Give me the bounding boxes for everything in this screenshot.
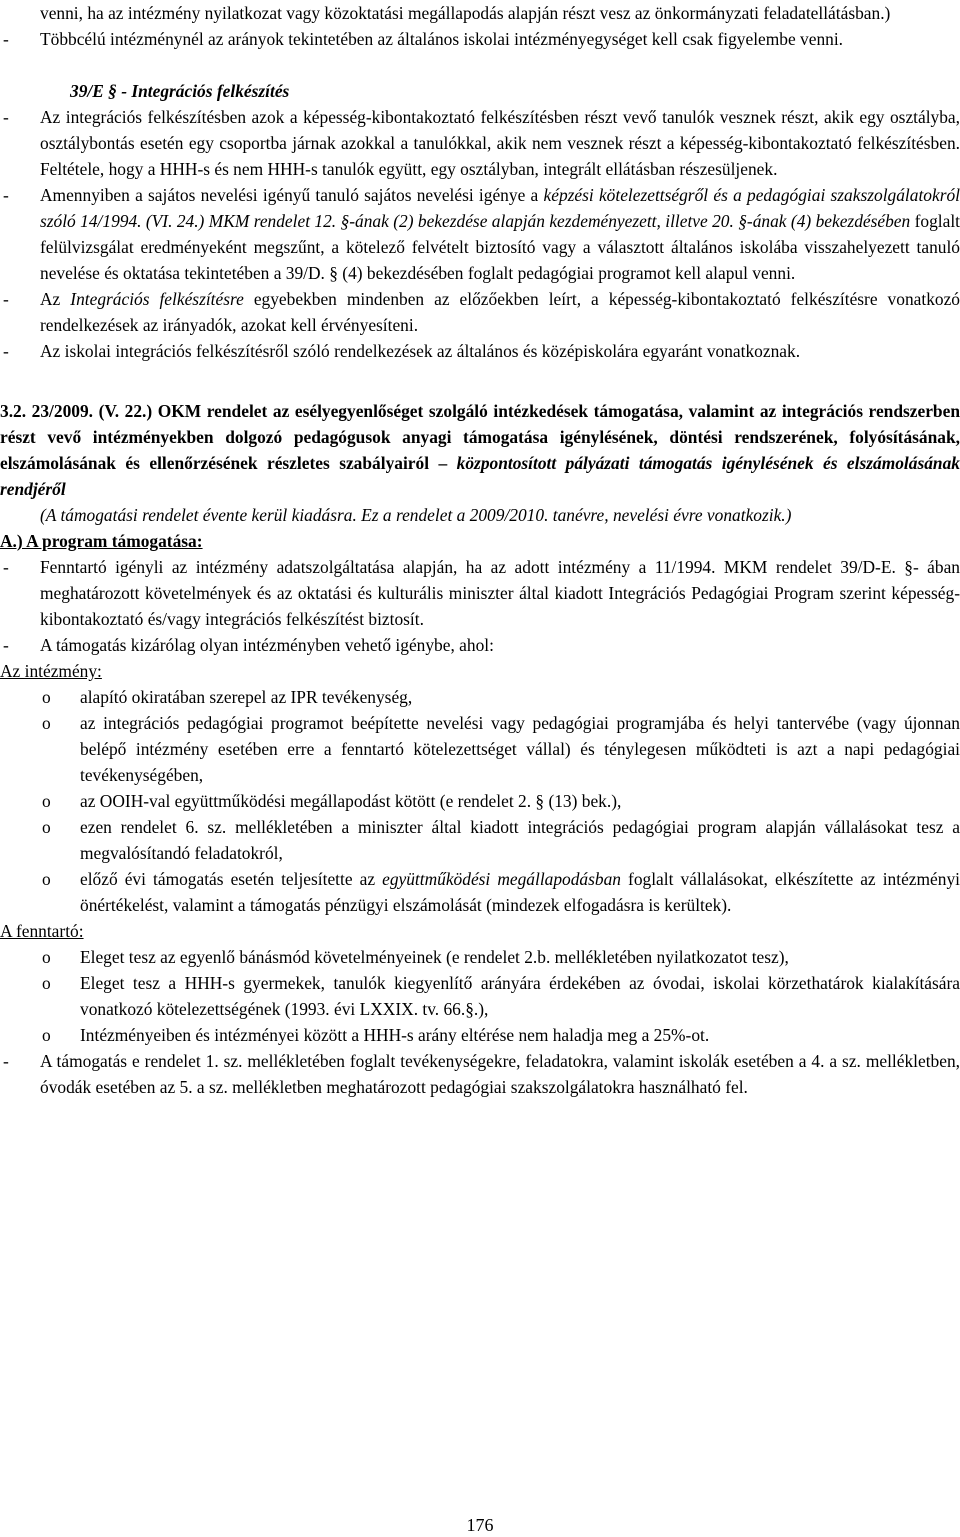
- dash-marker: -: [3, 557, 9, 577]
- page-number: 176: [466, 1515, 494, 1535]
- list-item: [0, 26, 960, 52]
- dash-marker: -: [3, 289, 9, 309]
- italic-term: együttműködési megállapodásban: [382, 869, 621, 889]
- bullet-marker: o: [42, 947, 51, 967]
- spacer: [0, 364, 960, 398]
- fenntarto-label: A fenntartó:: [0, 921, 84, 941]
- dash-marker: -: [3, 341, 9, 361]
- list-item-text: Az integrációs felkészítésben azok a képesség-kibontakoztató felkészítésben részt vevő tanulók vesznek részt, akik egy osztályba, osztálybontás esetén egy csoportba járnak azokkal a tanulókkal, akik nem vesznek részt a képesség-kibontakoztató felkészítésben. Feltétele, hogy a HHH-s és nem HHH-s tanulók együtt, egy osztályban, integrált ellátásban részesüljenek.: [40, 107, 960, 179]
- list-item: [0, 788, 960, 814]
- section-title: [0, 398, 960, 502]
- list-item-text: Fenntartó igényli az intézmény adatszolgáltatása alapján, ha az adott intézmény a 11/1994. MKM rendelet 39/D-E. §- ában meghatározott követelmények és az oktatási és kulturális miniszter által kiadott Integrációs Pedagógiai Program szerint képesség-kibontakoztató és/vagy integrációs felkészítést biztosít.: [40, 557, 960, 629]
- section-title-text: 3.2. 23/2009. (V. 22.) OKM rendelet az esélyegyenlőséget szolgáló intézkedések támogatása, valamint az integrációs rendszerben részt vevő intézményekben dolgozó pedagógusok anyagi támogatása igénylésének, döntési rendszerének, folyósításának, elszámolásának és ellenőrzésének részletes szabályairól –: [0, 401, 960, 473]
- dash-marker: -: [3, 107, 9, 127]
- intezmeny-label: Az intézmény:: [0, 661, 102, 681]
- bullet-marker: o: [42, 817, 51, 837]
- list-item: [0, 970, 960, 1022]
- section-note: (A támogatási rendelet évente kerül kiadásra. Ez a rendelet a 2009/2010. tanévre, nevelési évre vonatkozik.): [40, 505, 792, 525]
- bullet-marker: o: [42, 973, 51, 993]
- list-item: [0, 286, 960, 338]
- dash-marker: -: [3, 635, 9, 655]
- list-item: [0, 554, 960, 632]
- bullet-marker: o: [42, 791, 51, 811]
- bullet-marker: o: [42, 713, 51, 733]
- dash-marker: -: [3, 185, 9, 205]
- list-item-text: Intézményeiben és intézményei között a HHH-s arány eltérése nem haladja meg a 25%-ot.: [80, 1025, 710, 1045]
- list-item-text: az OOIH-val együttműködési megállapodást kötött (e rendelet 2. § (13) bek.),: [80, 791, 622, 811]
- dash-marker: -: [3, 29, 9, 49]
- list-item-text: foglalt felülvizsgálat eredményeként megszűnt, a kötelező felvételt biztosító vagy a választott általános iskolába visszahelyezett tanuló nevelése és oktatása tekintetében a 39/D. § (4) bekezdésében foglalt pedagógiai programot kell alapul venni.: [40, 211, 960, 283]
- list-item: [0, 710, 960, 788]
- list-item-text: alapító okiratában szerepel az IPR tevékenység,: [80, 687, 413, 707]
- list-item: [0, 104, 960, 182]
- list-item: [0, 338, 960, 364]
- list-item: [0, 944, 960, 970]
- italic-reference: képzési kötelezettségről és a pedagógiai szakszolgálatokról szóló 14/1994. (VI. 24.) MKM rendelet 12. §-ának (2) bekezdése alapján kezdeményezett, illetve 20. §-ának (4) bekezdésében: [40, 185, 960, 231]
- list-item: [0, 814, 960, 866]
- list-item: [0, 866, 960, 918]
- bullet-marker: o: [42, 869, 51, 889]
- list-item-text: az integrációs pedagógiai programot beépítette nevelési vagy pedagógiai programjába és helyi tantervébe (vagy újonnan belépő intézmény esetében erre a fenntartó kötelezettséget vállal) és ténylegesen működteti is azt a napi pedagógiai tevékenységében,: [80, 713, 960, 785]
- list-item: [0, 684, 960, 710]
- section-title-italic: központosított pályázati támogatás igénylésének és elszámolásának rendjéről: [0, 453, 960, 499]
- list-item-text: A támogatás kizárólag olyan intézményben vehető igénybe, ahol:: [40, 635, 494, 655]
- list-item-text: Az iskolai integrációs felkészítésről szóló rendelkezések az általános és középiskolára egyaránt vonatkoznak.: [40, 341, 801, 361]
- list-item-text: Amennyiben a sajátos nevelési igényű tanuló sajátos nevelési igénye a: [40, 185, 544, 205]
- list-item: [0, 1022, 960, 1048]
- list-item-text: Eleget tesz a HHH-s gyermekek, tanulók kiegyenlítő arányára érdekében az óvodai, iskolai körzethatárok kialakítására vonatkozó kötelezettségének (1993. évi LXXIX. tv. 66.§.),: [80, 973, 960, 1019]
- continued-paragraph: venni, ha az intézmény nyilatkozat vagy közoktatási megállapodás alapján részt vesz az önkormányzati feladatellátásban.): [40, 3, 891, 23]
- italic-term: Integrációs felkészítésre: [70, 289, 244, 309]
- bullet-marker: o: [42, 687, 51, 707]
- dash-marker: -: [3, 1051, 9, 1071]
- list-item-text: Eleget tesz az egyenlő bánásmód követelményeinek (e rendelet 2.b. mellékletében nyilatkozatot tesz),: [80, 947, 789, 967]
- list-item-text: egyebekben mindenben az előzőekben leírt, a képesség-kibontakoztató felkészítésre vonatkozó rendelkezések az irányadók, azokat kell érvényesíteni.: [40, 289, 960, 335]
- list-item: [0, 1048, 960, 1100]
- list-item-text: foglalt vállalásokat, elkészítette az intézményi önértékelést, valamint a támogatás pénzügyi elszámolását (mindezek elfogadásra is kerültek).: [80, 869, 960, 915]
- section-heading: 39/E § - Integrációs felkészítés: [70, 81, 290, 101]
- subsection-heading: A.) A program támogatása:: [0, 531, 203, 551]
- list-item-text: Az: [40, 289, 71, 309]
- list-item: [0, 182, 960, 286]
- list-item: [0, 632, 960, 658]
- list-item-text: Többcélú intézménynél az arányok tekintetében az általános iskolai intézményegységet kell csak figyelembe venni.: [40, 29, 844, 49]
- list-item-text: ezen rendelet 6. sz. mellékletében a miniszter által kiadott integrációs pedagógiai program alapján vállalásokat tesz a megvalósítandó feladatokról,: [80, 817, 960, 863]
- list-item-text: A támogatás e rendelet 1. sz. mellékletében foglalt tevékenységekre, feladatokra, valamint iskolák esetében a 4. a sz. mellékletben, óvodák esetében az 5. a sz. mellékletben meghatározott pedagógiai szakszolgálatokra használható fel.: [40, 1051, 960, 1097]
- list-item-text: előző évi támogatás esetén teljesítette az: [80, 869, 383, 889]
- bullet-marker: o: [42, 1025, 51, 1045]
- spacer: [0, 52, 960, 78]
